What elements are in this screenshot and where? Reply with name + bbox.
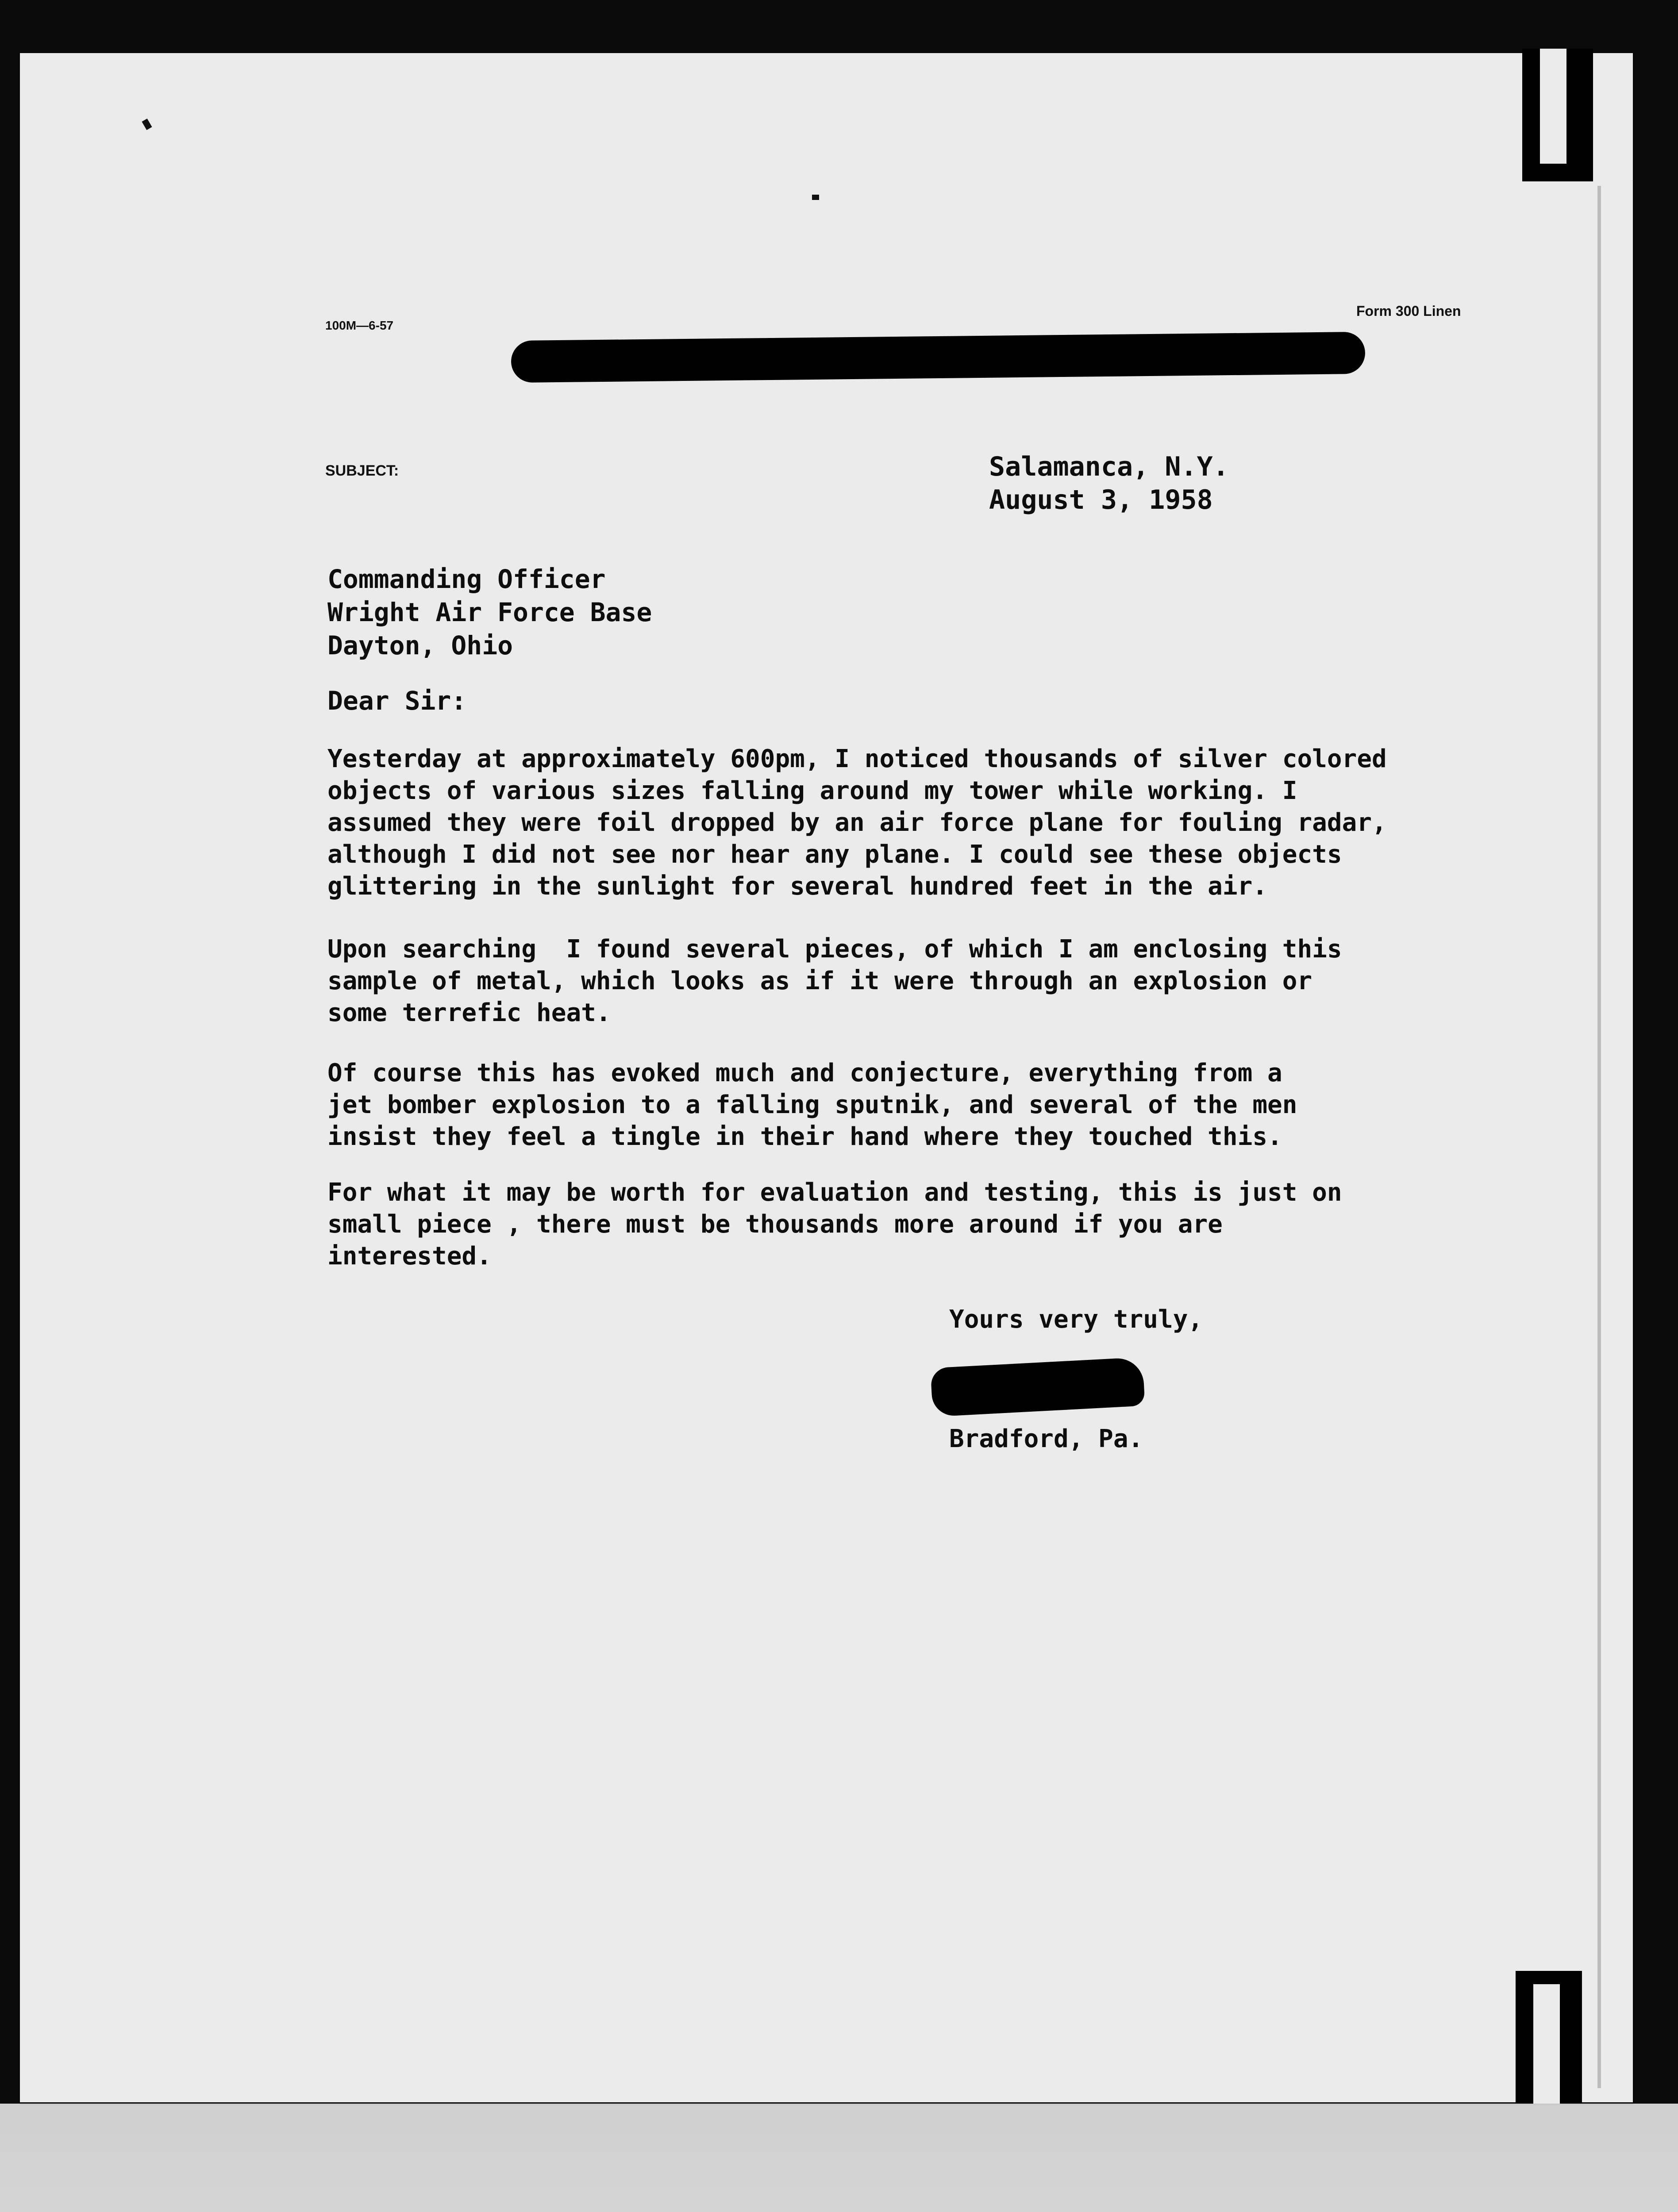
form-code: 100M—6-57: [325, 319, 394, 332]
paragraph-line: glittering in the sunlight for several hundred feet in the air.: [327, 872, 1268, 901]
addressee-line-2: Wright Air Force Base: [327, 597, 652, 627]
place: Salamanca, N.Y.: [989, 451, 1229, 482]
signature-location: Bradford, Pa.: [949, 1425, 1143, 1453]
paragraph-3: [327, 1057, 1297, 1153]
paragraph-line: small piece , there must be thousands more around if you are: [327, 1210, 1223, 1239]
salutation: Dear Sir:: [327, 686, 467, 716]
paragraph-line: interested.: [327, 1242, 492, 1271]
closing: Yours very truly,: [949, 1305, 1203, 1334]
form-label: Form 300 Linen: [1356, 303, 1461, 319]
paragraph-line: insist they feel a tingle in their hand where they touched this.: [327, 1122, 1282, 1151]
paragraph-4: [327, 1177, 1342, 1272]
paragraph-line: Upon searching I found several pieces, of which I am enclosing this: [327, 935, 1342, 964]
letter-page: [20, 53, 1633, 2102]
edge-line: [1597, 186, 1601, 2088]
addressee-line-1: Commanding Officer: [327, 564, 606, 594]
paragraph-line: Of course this has evoked much and conjecture, everything from a: [327, 1059, 1282, 1087]
date: August 3, 1958: [989, 484, 1213, 515]
scanner-bed: [0, 2104, 1678, 2212]
signature-redaction: [930, 1357, 1145, 1417]
binder-tab-bottom: [1516, 1971, 1582, 2104]
paragraph-line: some terrefic heat.: [327, 998, 611, 1027]
speck: [812, 195, 819, 200]
paragraph-line: assumed they were foil dropped by an air force plane for fouling radar,: [327, 808, 1387, 837]
paragraph-2: [327, 933, 1342, 1029]
speck: [142, 119, 152, 130]
paragraph-line: although I did not see nor hear any plane. I could see these objects: [327, 840, 1342, 869]
addressee-line-3: Dayton, Ohio: [327, 630, 513, 661]
paragraph-line: objects of various sizes falling around my tower while working. I: [327, 776, 1297, 805]
letterhead-redaction: [511, 332, 1366, 383]
paragraph-line: sample of metal, which looks as if it were through an explosion or: [327, 967, 1312, 995]
paragraph-1: [327, 743, 1387, 902]
subject-label: SUBJECT:: [325, 462, 399, 479]
paragraph-line: Yesterday at approximately 600pm, I noticed thousands of silver colored: [327, 745, 1387, 773]
binder-tab-top: [1522, 49, 1593, 181]
paragraph-line: For what it may be worth for evaluation and testing, this is just on: [327, 1178, 1342, 1207]
paragraph-line: jet bomber explosion to a falling sputnik, and several of the men: [327, 1091, 1297, 1119]
